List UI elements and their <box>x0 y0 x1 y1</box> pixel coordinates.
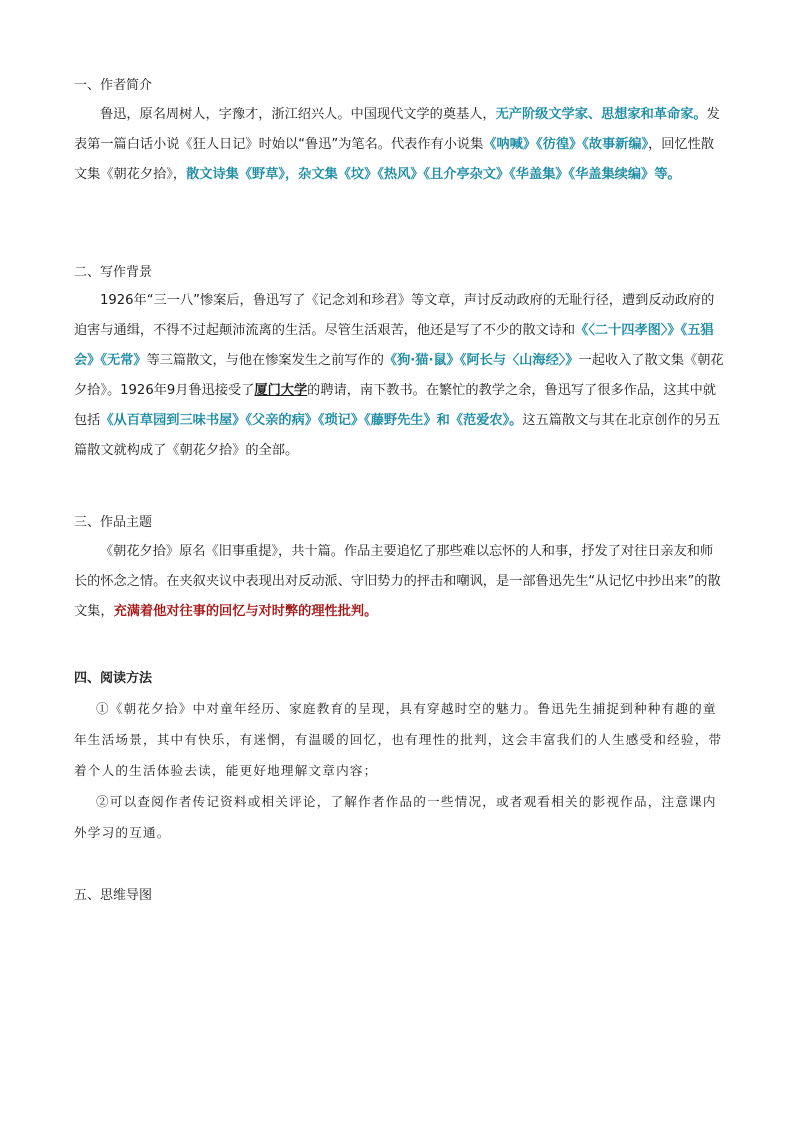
essays-highlight: 《〈二十四孝图〉》《五猖会》《无常》 <box>74 323 714 368</box>
theme-paragraph <box>74 537 726 627</box>
earlier-essays-highlight: 《狗·猫·鼠》《阿长与〈山海经〉》 <box>383 353 579 368</box>
xiamen-university-underline: 厦门大学 <box>254 383 308 398</box>
section-heading-author: 一、作者简介 <box>74 78 153 93</box>
reading-method-2: ②可以查阅作者传记资料或相关评论，了解作者作品的一些情况，或者观看相关的影视作品，注意课内外学习的互通。 <box>74 794 717 840</box>
background-text: 等三篇散文，与他在惨案发生之前写作的 <box>146 353 384 368</box>
theme-emphasis: 充满着他对往事的回忆与对时弊的理性批判。 <box>113 604 378 619</box>
author-identity-highlight: 无产阶级文学家、思想家和革命家。 <box>495 107 707 122</box>
background-text: 一起收入了散文集《朝花夕拾》。1926年9月鲁迅接受了 <box>74 353 724 398</box>
section-heading-reading: 四、阅读方法 <box>74 671 153 686</box>
background-text: 这五篇散文与其在北京创作的另五篇散文就构成了《朝花夕拾》的全部。 <box>74 413 721 458</box>
novel-collections-highlight: 《呐喊》《彷徨》《故事新编》 <box>483 137 649 152</box>
background-text: 1926年“三一八”惨案后，鲁迅写了《记念刘和珍君》等文章，声讨反动政府的无耻行径，遭到反动政府的迫害与通缉，不得不过起颠沛流离的生活。尽管生活艰苦，他还是写了不少的散文诗和 <box>74 293 715 338</box>
section-heading-theme: 三、作品主题 <box>74 515 153 530</box>
author-paragraph <box>74 100 726 190</box>
background-text: 的聘请，南下教书。在繁忙的教学之余，鲁迅写了很多作品，这其中就包括 <box>74 383 716 428</box>
author-text: 发表第一篇白话小说《狂人日记》时始以“鲁迅”为笔名。代表作有小说集 <box>74 107 720 152</box>
background-paragraph <box>74 286 726 466</box>
other-works-highlight: 散文诗集《野草》，杂文集《坟》《热风》《且介亭杂文》《华盖集》《华盖集续编》等。 <box>186 167 681 182</box>
theme-text: 《朝花夕拾》原名《旧事重提》，共十篇。作品主要追忆了那些难以忘怀的人和事，抒发了对往日亲友和师长的怀念之情。在夹叙夹议中表现出对反动派、守旧势力的抨击和嘲讽，是一部鲁迅先生“从记忆中抄出来”的散文集， <box>74 544 721 619</box>
author-text: 鲁迅，原名周树人，字豫才，浙江绍兴人。中国现代文学的奠基人， <box>100 107 496 122</box>
section-heading-background: 二、写作背景 <box>74 265 153 280</box>
section-heading-mindmap: 五、思维导图 <box>74 888 153 903</box>
reading-method-1: ①《朝花夕拾》中对童年经历、家庭教育的呈现，具有穿越时空的魅力。鲁迅先生捕捉到种种有趣的童年生活场景，其中有快乐，有迷惘，有温暖的回忆，也有理性的批判，这会丰富我们的人生感受和经验，带着个人的生活体验去读，能更好地理解文章内容； <box>74 701 723 778</box>
author-text: ，回忆性散文集《朝花夕拾》， <box>74 137 715 182</box>
five-essays-highlight: 《从百草园到三味书屋》《父亲的病》《琐记》《藤野先生》和《范爱农》。 <box>100 413 523 428</box>
